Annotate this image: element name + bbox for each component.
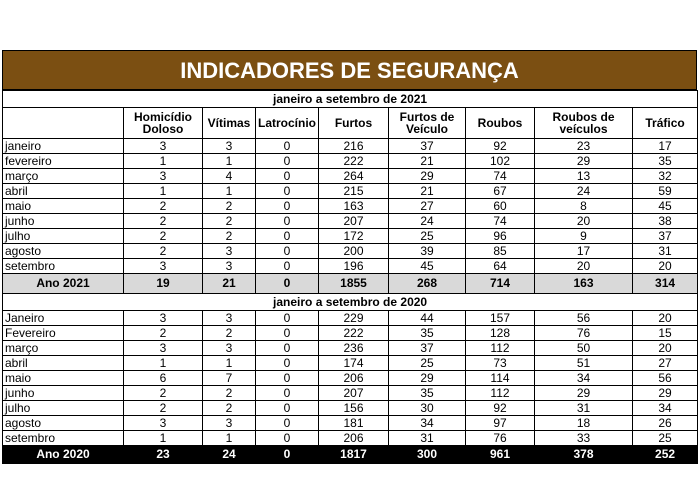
value-cell: 222 (319, 154, 389, 169)
value-cell: 128 (466, 326, 535, 341)
total-value: 714 (466, 274, 535, 294)
value-cell: 35 (633, 154, 698, 169)
total-row (3, 274, 698, 294)
value-cell: 216 (319, 139, 389, 154)
month-cell: abril (3, 184, 124, 199)
total-label: Ano 2020 (3, 446, 124, 464)
value-cell: 25 (389, 229, 466, 244)
total-label: Ano 2021 (3, 274, 124, 294)
value-cell: 50 (535, 341, 633, 356)
table-row (3, 326, 698, 341)
value-cell: 0 (256, 229, 319, 244)
table-row (3, 199, 698, 214)
value-cell: 0 (256, 154, 319, 169)
value-cell: 67 (466, 184, 535, 199)
value-cell: 56 (535, 311, 633, 326)
total-value: 23 (124, 446, 203, 464)
value-cell: 20 (633, 341, 698, 356)
month-cell: maio (3, 371, 124, 386)
value-cell: 35 (389, 326, 466, 341)
value-cell: 222 (319, 326, 389, 341)
value-cell: 35 (389, 386, 466, 401)
value-cell: 3 (124, 259, 203, 274)
value-cell: 172 (319, 229, 389, 244)
table-row (3, 401, 698, 416)
value-cell: 0 (256, 311, 319, 326)
month-cell: junho (3, 386, 124, 401)
value-cell: 18 (535, 416, 633, 431)
period-header-row (3, 294, 698, 311)
column-header-row (3, 108, 698, 139)
total-value: 163 (535, 274, 633, 294)
value-cell: 3 (124, 311, 203, 326)
month-cell: março (3, 169, 124, 184)
total-value: 19 (124, 274, 203, 294)
table-row (3, 341, 698, 356)
value-cell: 56 (633, 371, 698, 386)
value-cell: 27 (633, 356, 698, 371)
value-cell: 1 (124, 184, 203, 199)
value-cell: 25 (633, 431, 698, 446)
column-header: Homicídio Doloso (124, 108, 203, 139)
value-cell: 0 (256, 184, 319, 199)
value-cell: 21 (389, 154, 466, 169)
value-cell: 0 (256, 259, 319, 274)
total-value: 24 (203, 446, 256, 464)
table-row (3, 184, 698, 199)
value-cell: 74 (466, 169, 535, 184)
value-cell: 29 (633, 386, 698, 401)
value-cell: 3 (203, 244, 256, 259)
value-cell: 26 (633, 416, 698, 431)
value-cell: 38 (633, 214, 698, 229)
value-cell: 17 (535, 244, 633, 259)
value-cell: 181 (319, 416, 389, 431)
value-cell: 1 (203, 356, 256, 371)
table-row (3, 214, 698, 229)
column-header: Vítimas (203, 108, 256, 139)
value-cell: 1 (203, 154, 256, 169)
value-cell: 34 (535, 371, 633, 386)
month-cell: junho (3, 214, 124, 229)
value-cell: 2 (124, 214, 203, 229)
value-cell: 0 (256, 341, 319, 356)
value-cell: 8 (535, 199, 633, 214)
total-value: 300 (389, 446, 466, 464)
value-cell: 157 (466, 311, 535, 326)
total-value: 21 (203, 274, 256, 294)
value-cell: 34 (389, 416, 466, 431)
value-cell: 51 (535, 356, 633, 371)
value-cell: 15 (633, 326, 698, 341)
month-cell: setembro (3, 431, 124, 446)
value-cell: 76 (466, 431, 535, 446)
value-cell: 112 (466, 341, 535, 356)
value-cell: 0 (256, 371, 319, 386)
value-cell: 7 (203, 371, 256, 386)
value-cell: 74 (466, 214, 535, 229)
value-cell: 2 (203, 214, 256, 229)
column-header: Furtos (319, 108, 389, 139)
value-cell: 34 (633, 401, 698, 416)
total-value: 0 (256, 274, 319, 294)
value-cell: 174 (319, 356, 389, 371)
table-row (3, 169, 698, 184)
total-row (3, 446, 698, 464)
column-header: Latrocínio (256, 108, 319, 139)
value-cell: 25 (389, 356, 466, 371)
value-cell: 29 (389, 169, 466, 184)
value-cell: 3 (203, 259, 256, 274)
table-row (3, 259, 698, 274)
value-cell: 59 (633, 184, 698, 199)
value-cell: 37 (389, 139, 466, 154)
month-cell: maio (3, 199, 124, 214)
value-cell: 20 (535, 214, 633, 229)
value-cell: 33 (535, 431, 633, 446)
value-cell: 13 (535, 169, 633, 184)
value-cell: 0 (256, 356, 319, 371)
value-cell: 31 (633, 244, 698, 259)
value-cell: 73 (466, 356, 535, 371)
value-cell: 39 (389, 244, 466, 259)
value-cell: 206 (319, 371, 389, 386)
month-cell: setembro (3, 259, 124, 274)
value-cell: 0 (256, 431, 319, 446)
value-cell: 20 (633, 311, 698, 326)
month-cell: julho (3, 401, 124, 416)
month-cell: Janeiro (3, 311, 124, 326)
value-cell: 2 (203, 229, 256, 244)
value-cell: 0 (256, 416, 319, 431)
value-cell: 20 (535, 259, 633, 274)
value-cell: 9 (535, 229, 633, 244)
table-row (3, 431, 698, 446)
value-cell: 1 (124, 154, 203, 169)
table-row (3, 154, 698, 169)
value-cell: 3 (124, 139, 203, 154)
value-cell: 20 (633, 259, 698, 274)
value-cell: 92 (466, 401, 535, 416)
total-value: 252 (633, 446, 698, 464)
value-cell: 2 (203, 386, 256, 401)
value-cell: 6 (124, 371, 203, 386)
table-row (3, 371, 698, 386)
total-value: 0 (256, 446, 319, 464)
total-value: 1855 (319, 274, 389, 294)
value-cell: 76 (535, 326, 633, 341)
value-cell: 2 (203, 326, 256, 341)
value-cell: 0 (256, 326, 319, 341)
value-cell: 114 (466, 371, 535, 386)
value-cell: 23 (535, 139, 633, 154)
value-cell: 31 (535, 401, 633, 416)
value-cell: 207 (319, 214, 389, 229)
value-cell: 24 (535, 184, 633, 199)
value-cell: 29 (535, 154, 633, 169)
table-title: INDICADORES DE SEGURANÇA (2, 50, 697, 90)
value-cell: 85 (466, 244, 535, 259)
value-cell: 4 (203, 169, 256, 184)
month-cell: Fevereiro (3, 326, 124, 341)
table-row (3, 356, 698, 371)
value-cell: 229 (319, 311, 389, 326)
month-cell: fevereiro (3, 154, 124, 169)
month-cell: abril (3, 356, 124, 371)
value-cell: 0 (256, 214, 319, 229)
value-cell: 60 (466, 199, 535, 214)
value-cell: 29 (535, 386, 633, 401)
value-cell: 44 (389, 311, 466, 326)
period-label: janeiro a setembro de 2020 (3, 294, 698, 311)
value-cell: 206 (319, 431, 389, 446)
value-cell: 0 (256, 401, 319, 416)
value-cell: 0 (256, 199, 319, 214)
value-cell: 27 (389, 199, 466, 214)
period-label: janeiro a setembro de 2021 (3, 91, 698, 108)
value-cell: 2 (124, 386, 203, 401)
value-cell: 31 (389, 431, 466, 446)
value-cell: 102 (466, 154, 535, 169)
month-cell: março (3, 341, 124, 356)
value-cell: 207 (319, 386, 389, 401)
value-cell: 2 (124, 199, 203, 214)
value-cell: 45 (633, 199, 698, 214)
table-row (3, 139, 698, 154)
column-header: Tráfico (633, 108, 698, 139)
value-cell: 196 (319, 259, 389, 274)
value-cell: 112 (466, 386, 535, 401)
column-header: Roubos (466, 108, 535, 139)
value-cell: 3 (203, 341, 256, 356)
total-value: 961 (466, 446, 535, 464)
value-cell: 32 (633, 169, 698, 184)
value-cell: 3 (124, 416, 203, 431)
value-cell: 3 (203, 311, 256, 326)
table-row (3, 416, 698, 431)
value-cell: 37 (389, 341, 466, 356)
month-cell: agosto (3, 244, 124, 259)
value-cell: 215 (319, 184, 389, 199)
value-cell: 2 (124, 229, 203, 244)
value-cell: 3 (203, 416, 256, 431)
value-cell: 92 (466, 139, 535, 154)
value-cell: 1 (124, 356, 203, 371)
value-cell: 21 (389, 184, 466, 199)
value-cell: 2 (124, 244, 203, 259)
value-cell: 3 (124, 341, 203, 356)
security-indicators-table (2, 50, 697, 464)
table-row (3, 311, 698, 326)
value-cell: 156 (319, 401, 389, 416)
column-header: Furtos de Veículo (389, 108, 466, 139)
value-cell: 24 (389, 214, 466, 229)
period-header-row (3, 91, 698, 108)
table-row (3, 386, 698, 401)
value-cell: 0 (256, 244, 319, 259)
value-cell: 3 (203, 139, 256, 154)
total-value: 314 (633, 274, 698, 294)
value-cell: 17 (633, 139, 698, 154)
value-cell: 2 (124, 401, 203, 416)
value-cell: 2 (203, 401, 256, 416)
table-row (3, 244, 698, 259)
value-cell: 0 (256, 139, 319, 154)
value-cell: 1 (203, 184, 256, 199)
value-cell: 30 (389, 401, 466, 416)
month-cell: janeiro (3, 139, 124, 154)
value-cell: 64 (466, 259, 535, 274)
value-cell: 45 (389, 259, 466, 274)
indicators-grid (2, 90, 698, 464)
value-cell: 200 (319, 244, 389, 259)
value-cell: 0 (256, 169, 319, 184)
value-cell: 1 (203, 431, 256, 446)
month-cell: julho (3, 229, 124, 244)
column-header: Roubos de veículos (535, 108, 633, 139)
value-cell: 0 (256, 386, 319, 401)
value-cell: 3 (124, 169, 203, 184)
month-cell: agosto (3, 416, 124, 431)
total-value: 378 (535, 446, 633, 464)
total-value: 1817 (319, 446, 389, 464)
value-cell: 1 (124, 431, 203, 446)
total-value: 268 (389, 274, 466, 294)
value-cell: 236 (319, 341, 389, 356)
table-row (3, 229, 698, 244)
value-cell: 2 (203, 199, 256, 214)
value-cell: 96 (466, 229, 535, 244)
value-cell: 163 (319, 199, 389, 214)
value-cell: 29 (389, 371, 466, 386)
value-cell: 2 (124, 326, 203, 341)
value-cell: 37 (633, 229, 698, 244)
value-cell: 264 (319, 169, 389, 184)
value-cell: 97 (466, 416, 535, 431)
header-blank (3, 108, 124, 139)
